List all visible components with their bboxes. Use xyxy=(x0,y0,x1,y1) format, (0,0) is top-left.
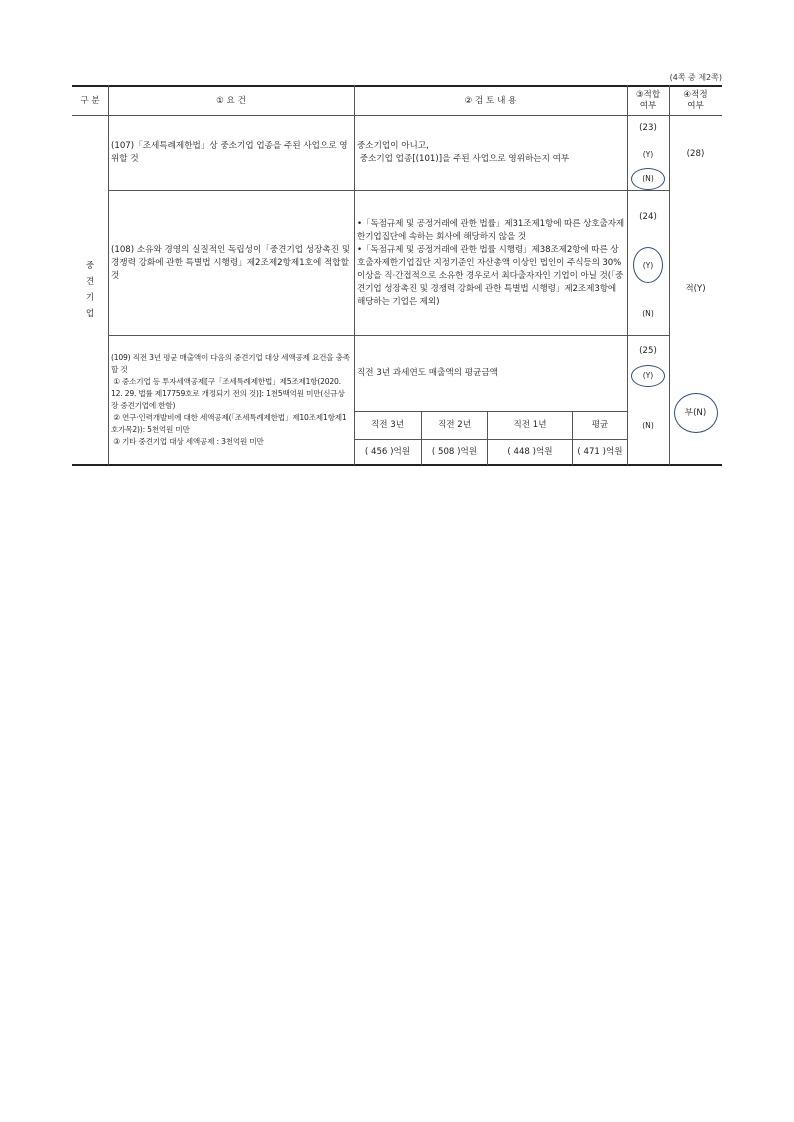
fit-no-107[interactable]: (N) xyxy=(642,174,654,183)
sales-value-3y[interactable]: ( 456 )억원 xyxy=(364,446,411,457)
fit-yes-108[interactable]: (Y) xyxy=(642,261,654,270)
appropriate-yes[interactable]: 적(Y) xyxy=(685,283,706,294)
review-108 xyxy=(357,191,625,335)
header-appropriate xyxy=(669,87,722,115)
sales-header-2y: 직전 2년 xyxy=(437,420,472,430)
review-109-title: 직전 3년 과세연도 매출액의 평균금액 xyxy=(357,368,498,378)
header-review: ② 검 토 내 용 xyxy=(464,95,517,106)
review-108-item-1: •「독점규제 및 공정거래에 관한 법률」제31조제1항에 따른 상호출자제한기업집단에 속하는 회사에 해당하지 않을 것 xyxy=(357,218,625,242)
fit-yes-109[interactable]: (Y) xyxy=(642,371,654,380)
selected-mark-circle-109 xyxy=(631,365,665,387)
header-fit-line2: 여부 xyxy=(639,101,657,111)
fit-number-25: (25) xyxy=(639,345,657,356)
selected-mark-circle-108 xyxy=(633,247,663,283)
page-number-note: (4쪽 중 제2쪽) xyxy=(669,73,722,82)
sales-value-1y[interactable]: ( 448 )억원 xyxy=(507,446,553,457)
review-table xyxy=(72,85,722,465)
category-char-3: 기 xyxy=(85,293,95,303)
requirement-109-line-3: ② 연구·인력개발비에 대한 세액공제(「조세특례제한법」제10조제1항제1호가목2)): 5천억원 미만 xyxy=(111,413,347,434)
header-fit xyxy=(627,87,669,115)
sales-value-2y[interactable]: ( 508 )억원 xyxy=(431,446,478,457)
sales-header-average: 평균 xyxy=(591,420,609,430)
header-category: 구 분 xyxy=(80,95,100,106)
col-divider-category xyxy=(108,85,109,465)
category-char-2: 견 xyxy=(85,277,95,287)
header-appropriate-line2: 여부 xyxy=(687,101,704,111)
review-107 xyxy=(357,116,625,190)
table-bottom-border xyxy=(72,464,722,466)
sales-value-average[interactable]: ( 471 )억원 xyxy=(577,446,623,457)
selected-mark-circle-overall xyxy=(674,393,718,433)
review-107-line-1: 중소기업이 아니고, xyxy=(357,141,429,151)
header-requirement: ① 요 건 xyxy=(216,95,246,106)
review-107-line-2: 중소기업 업종[(101)]을 주된 사업으로 영위하는지 여부 xyxy=(357,154,570,164)
appropriate-number-28: (28) xyxy=(686,148,705,159)
category-char-1: 중 xyxy=(85,261,95,271)
header-appropriate-line1: ④적정 xyxy=(683,90,708,100)
review-108-item-2: •「독점규제 및 공정거래에 관한 법률 시행령」제38조제2항에 따른 상호출자제한기업집단 지정기준인 자산총액 이상인 법인이 주식등의 30% 이상을 직·간접적으로 소유한 경우로서 최다출자자인 기업이 아닐 것(「중견기업 성장촉진 및 경쟁력 강화에 관한 특별법 시행령」제2조제3항에 해당하는 기업은 제외) xyxy=(357,244,624,307)
selected-mark-circle-107 xyxy=(631,168,665,190)
fit-number-24: (24) xyxy=(639,211,657,222)
requirement-108-text: (108) 소유와 경영의 실질적인 독립성이「중견기업 성장촉진 및 경쟁력 강화에 관한 특별법 시행령」제2조제2항제1호에 적합할 것 xyxy=(111,244,351,281)
requirement-109 xyxy=(111,336,351,464)
fit-no-109[interactable]: (N) xyxy=(642,421,654,430)
category-char-4: 업 xyxy=(85,309,95,319)
sales-header-1y: 직전 1년 xyxy=(513,420,547,430)
requirement-107-text: (107)「조세특례제한법」상 중소기업 업종을 주된 사업으로 영위할 것 xyxy=(111,141,348,164)
requirement-108 xyxy=(111,191,351,335)
category-label xyxy=(72,116,108,464)
requirement-107 xyxy=(111,116,351,190)
col-divider-requirement xyxy=(354,85,355,465)
col-divider-review xyxy=(627,85,628,465)
appropriate-no[interactable]: 부(N) xyxy=(684,407,707,418)
requirement-109-line-4: ③ 기타 중견기업 대상 세액공제 : 3천억원 미만 xyxy=(111,437,264,446)
requirement-109-line-2: ① 중소기업 등 투자세액공제[구「조세특례제한법」제5조제1항(2020. 12. 29. 법률 제17759호로 개정되기 전의 것)]: 1천5백억원 미만(신규상장 중견기업에 한함) xyxy=(111,377,345,410)
fit-yes-107[interactable]: (Y) xyxy=(642,150,654,159)
fit-no-108[interactable]: (N) xyxy=(642,309,654,318)
fit-number-23: (23) xyxy=(639,122,657,133)
sales-header-3y: 직전 3년 xyxy=(370,420,405,430)
requirement-109-line-1: (109) 직전 3년 평균 매출액이 다음의 중견기업 대상 세액공제 요건을 충족할 것 xyxy=(111,353,350,374)
header-fit-line1: ③적합 xyxy=(635,90,661,100)
